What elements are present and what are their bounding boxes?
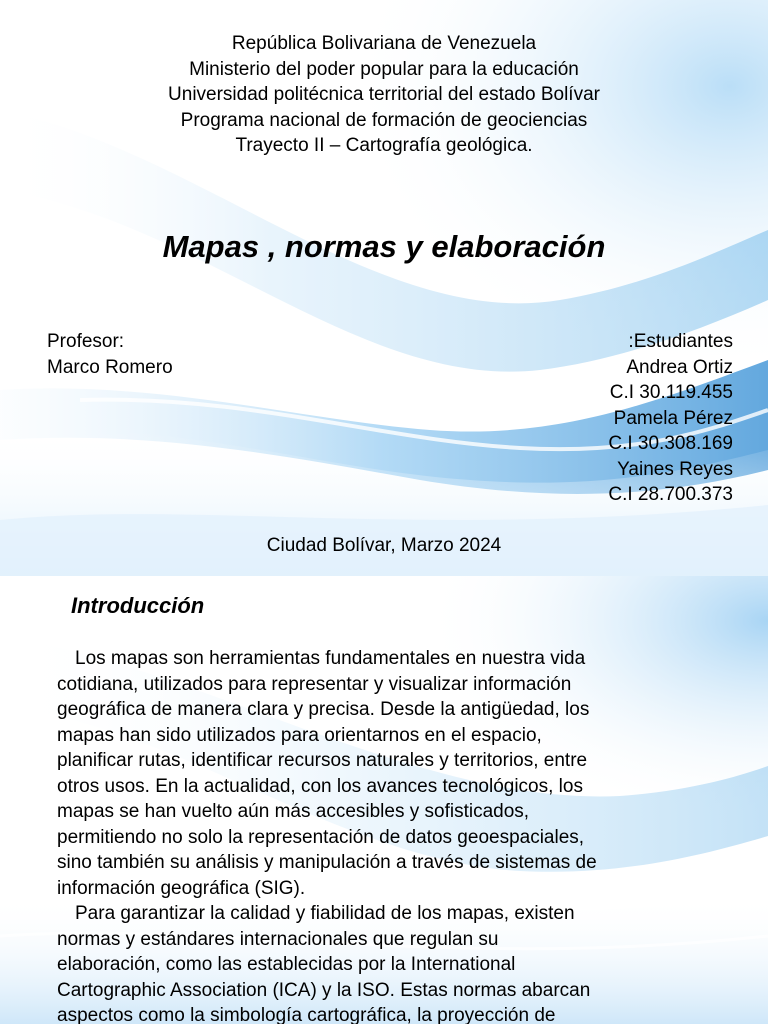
text-line: mapas se han vuelto aún más accesibles y sofisticados, <box>57 801 530 822</box>
header-line: República Bolivariana de Venezuela <box>231 33 537 54</box>
section-heading: Introducción <box>71 593 205 618</box>
student-entry: C.I 28.700.373 <box>608 484 733 505</box>
student-entry: C.I 30.119.455 <box>609 382 733 403</box>
paragraph <box>57 646 677 901</box>
text-line: Los mapas son herramientas fundamentales en nuestra vida <box>75 648 586 669</box>
header-line: Ministerio del poder popular para la educación <box>189 58 579 80</box>
header-line: Universidad politécnica territorial del estado Bolívar <box>168 84 600 105</box>
text-line: normas y estándares internacionales que regulan su <box>57 928 499 950</box>
document-title: Mapas , normas y elaboración <box>162 229 606 264</box>
introduction-slide <box>0 576 768 1024</box>
professor-label: Profesor: <box>47 331 125 352</box>
student-entry: Yaines Reyes <box>617 458 733 480</box>
text-line: Cartographic Association (ICA) y la ISO. Estas normas abarcan <box>57 979 591 1001</box>
text-line: información geográfica (SIG). <box>57 877 306 899</box>
text-line: Para garantizar la calidad y fiabilidad de los mapas, existen <box>75 903 575 924</box>
students-label: :Estudiantes <box>628 331 733 352</box>
header-line: Trayecto II – Cartografía geológica. <box>235 135 533 156</box>
paragraph <box>57 901 677 1024</box>
text-line: aspectos como la simbología cartográfica, la proyección de <box>57 1005 556 1024</box>
city-date: Ciudad Bolívar, Marzo 2024 <box>266 535 502 556</box>
text-line: mapas han sido utilizados para orientarnos en el espacio, <box>57 724 542 746</box>
professor-name: Marco Romero <box>47 356 173 378</box>
text-line: sino también su análisis y manipulación a través de sistemas de <box>57 852 597 873</box>
text-line: otros usos. En la actualidad, con los avances tecnológicos, los <box>57 775 583 797</box>
text-line: permitiendo no solo la representación de datos geoespaciales, <box>57 826 585 848</box>
text-line: geográfica de manera clara y precisa. Desde la antigüedad, los <box>57 699 590 720</box>
header-line: Programa nacional de formación de geociencias <box>180 109 588 131</box>
student-entry: C.I 30.308.169 <box>608 433 733 454</box>
student-entry: Pamela Pérez <box>613 407 733 429</box>
text-line: elaboración, como las establecidas por la International <box>57 954 516 975</box>
text-line: planificar rutas, identificar recursos naturales y territorios, entre <box>57 750 588 771</box>
professor-block <box>47 329 173 380</box>
institution-header <box>0 31 768 159</box>
student-entry: Andrea Ortiz <box>626 356 733 378</box>
introduction-body <box>57 646 677 1024</box>
students-block <box>608 329 733 508</box>
text-line: cotidiana, utilizados para representar y visualizar información <box>57 673 572 695</box>
